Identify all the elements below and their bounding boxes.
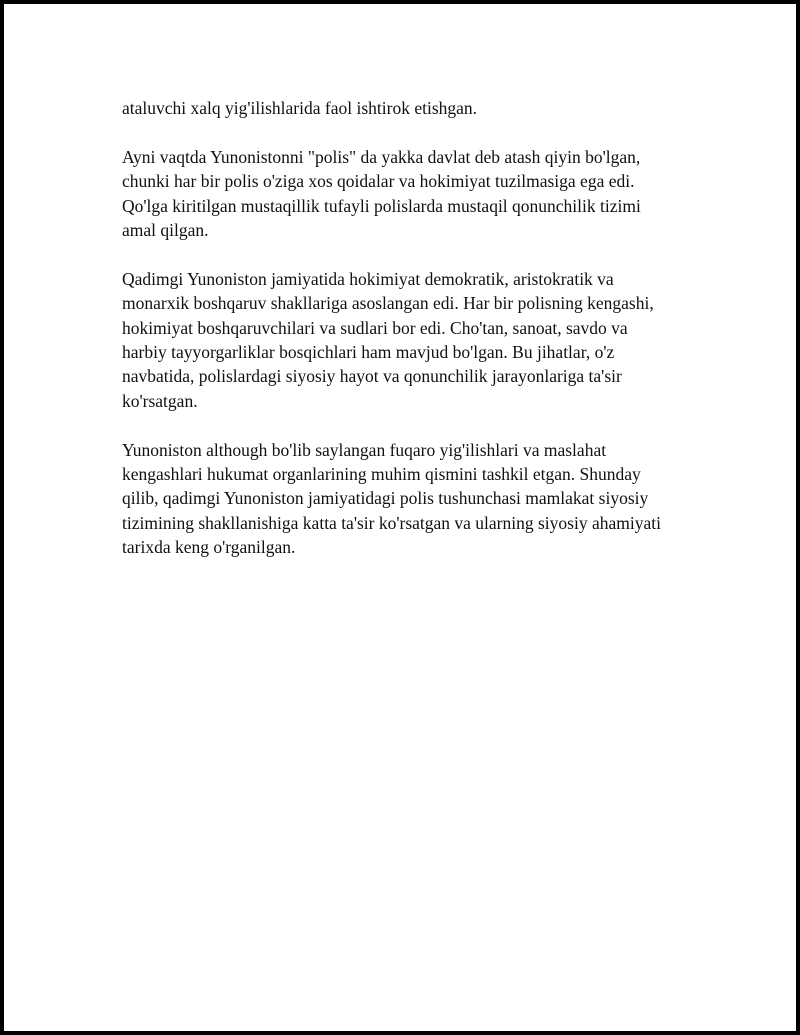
paragraph-1: ataluvchi xalq yig'ilishlarida faol ishtirok etishgan. [122, 98, 478, 118]
paragraph-3: Qadimgi Yunoniston jamiyatida hokimiyat demokratik, aristokratik va monarxik boshqaruv shakllariga asoslangan edi. Har bir polisning kengashi, hokimiyat boshqaruvchilari va sudlari bor edi. Cho'tan, sanoat, savdo va harbiy tayyorgarliklar bosqichlari ham mavjud bo'lgan. Bu jihatlar, o'z navbatida, polislardagi siyosiy hayot va qonunchilik jarayonlariga ta'sir ko'rsatgan. [122, 268, 654, 411]
document-body [122, 96, 712, 584]
paragraph-4: Yunoniston although bo'lib saylangan fuqaro yig'ilishlari va maslahat kengashlari hukumat organlarining muhim qismini tashkil etgan. Shunday qilib, qadimgi Yunoniston jamiyatidagi polis tushunchasi mamlakat siyosiy tizimining shakllanishiga katta ta'sir ko'rsatgan va ularning siyosiy ahamiyati tarixda keng o'rganilgan. [122, 439, 661, 558]
paragraph-2: Ayni vaqtda Yunonistonni "polis" da yakka davlat deb atash qiyin bo'lgan, chunki har bir polis o'ziga xos qoidalar va hokimiyat tuzilmasiga ega edi. Qo'lga kiritilgan mustaqillik tufayli polislarda mustaqil qonunchilik tizimi amal qilgan. [122, 146, 641, 241]
